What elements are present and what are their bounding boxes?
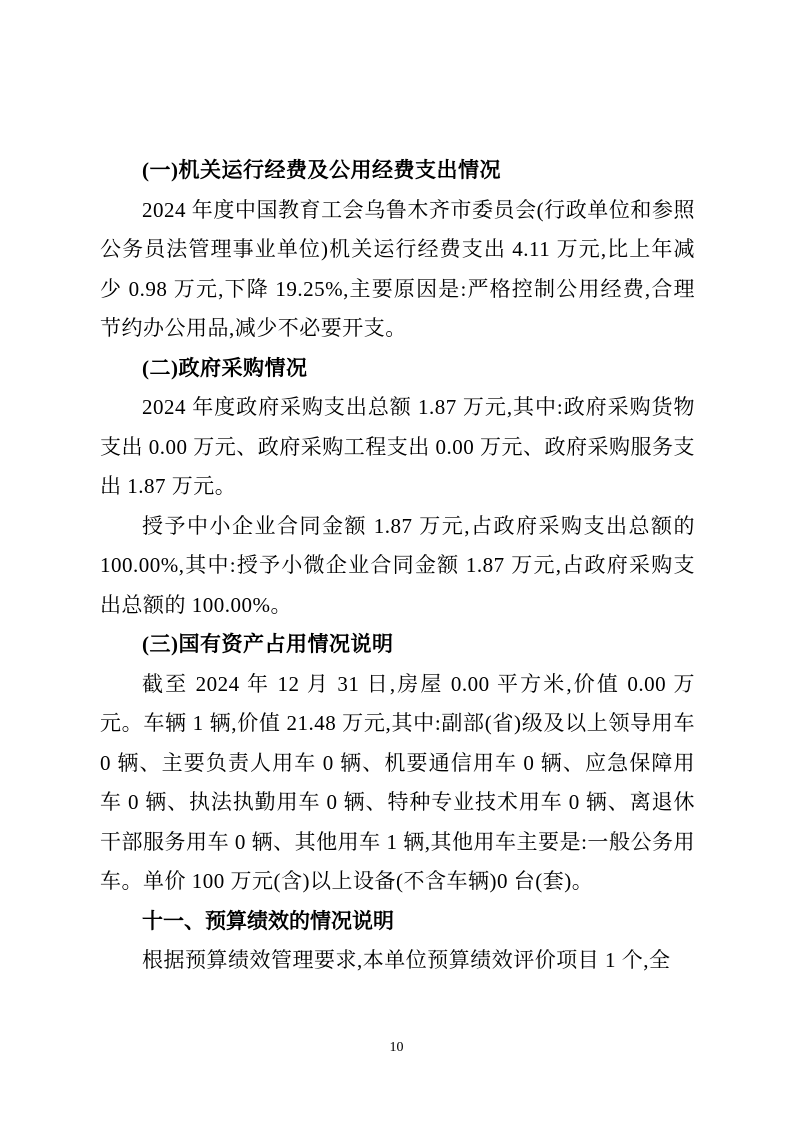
heading-org-operating-expenses: (一)机关运行经费及公用经费支出情况	[142, 158, 501, 182]
heading-gov-procurement: (二)政府采购情况	[142, 355, 308, 380]
para-gov-procurement-sme: 授予中小企业合同金额 1.87 万元,占政府采购支出总额的 100.00%,其中:授予小微企业合同金额 1.87 万元,占政府采购支出总额的 100.00%。	[100, 513, 695, 617]
para-state-assets: 截至 2024 年 12 月 31 日,房屋 0.00 平方米,价值 0.00 万元。车辆 1 辆,价值 21.48 万元,其中:副部(省)级及以上领导用车 0 辆、主要负责人用车 0 辆、机要通信用车 0 辆、应急保障用车 0 辆、执法执勤用车 0 辆、特种专业技术用车 0 辆、离退休干部服务用车 0 辆、其他用车 1 辆,其他用车主要是:一般公务用车。单价 100 万元(含)以上设备(不含车辆)0 台(套)。	[100, 671, 695, 893]
para-gov-procurement-total: 2024 年度政府采购支出总额 1.87 万元,其中:政府采购货物支出 0.00 万元、政府采购工程支出 0.00 万元、政府采购服务支出 1.87 万元。	[100, 395, 695, 498]
heading-state-assets: (三)国有资产占用情况说明	[142, 632, 394, 656]
document-content	[100, 151, 695, 981]
para-org-operating-expenses: 2024 年度中国教育工会乌鲁木齐市委员会(行政单位和参照公务员法管理事业单位)机关运行经费支出 4.11 万元,比上年减少 0.98 万元,下降 19.25%,主要原因是:严格控制公用经费,合理节约办公用品,减少不必要开支。	[100, 197, 695, 340]
heading-budget-performance: 十一、预算绩效的情况说明	[142, 909, 394, 933]
page-number: 10	[389, 1040, 404, 1055]
para-budget-performance: 根据预算绩效管理要求,本单位预算绩效评价项目 1 个,全	[142, 948, 671, 972]
